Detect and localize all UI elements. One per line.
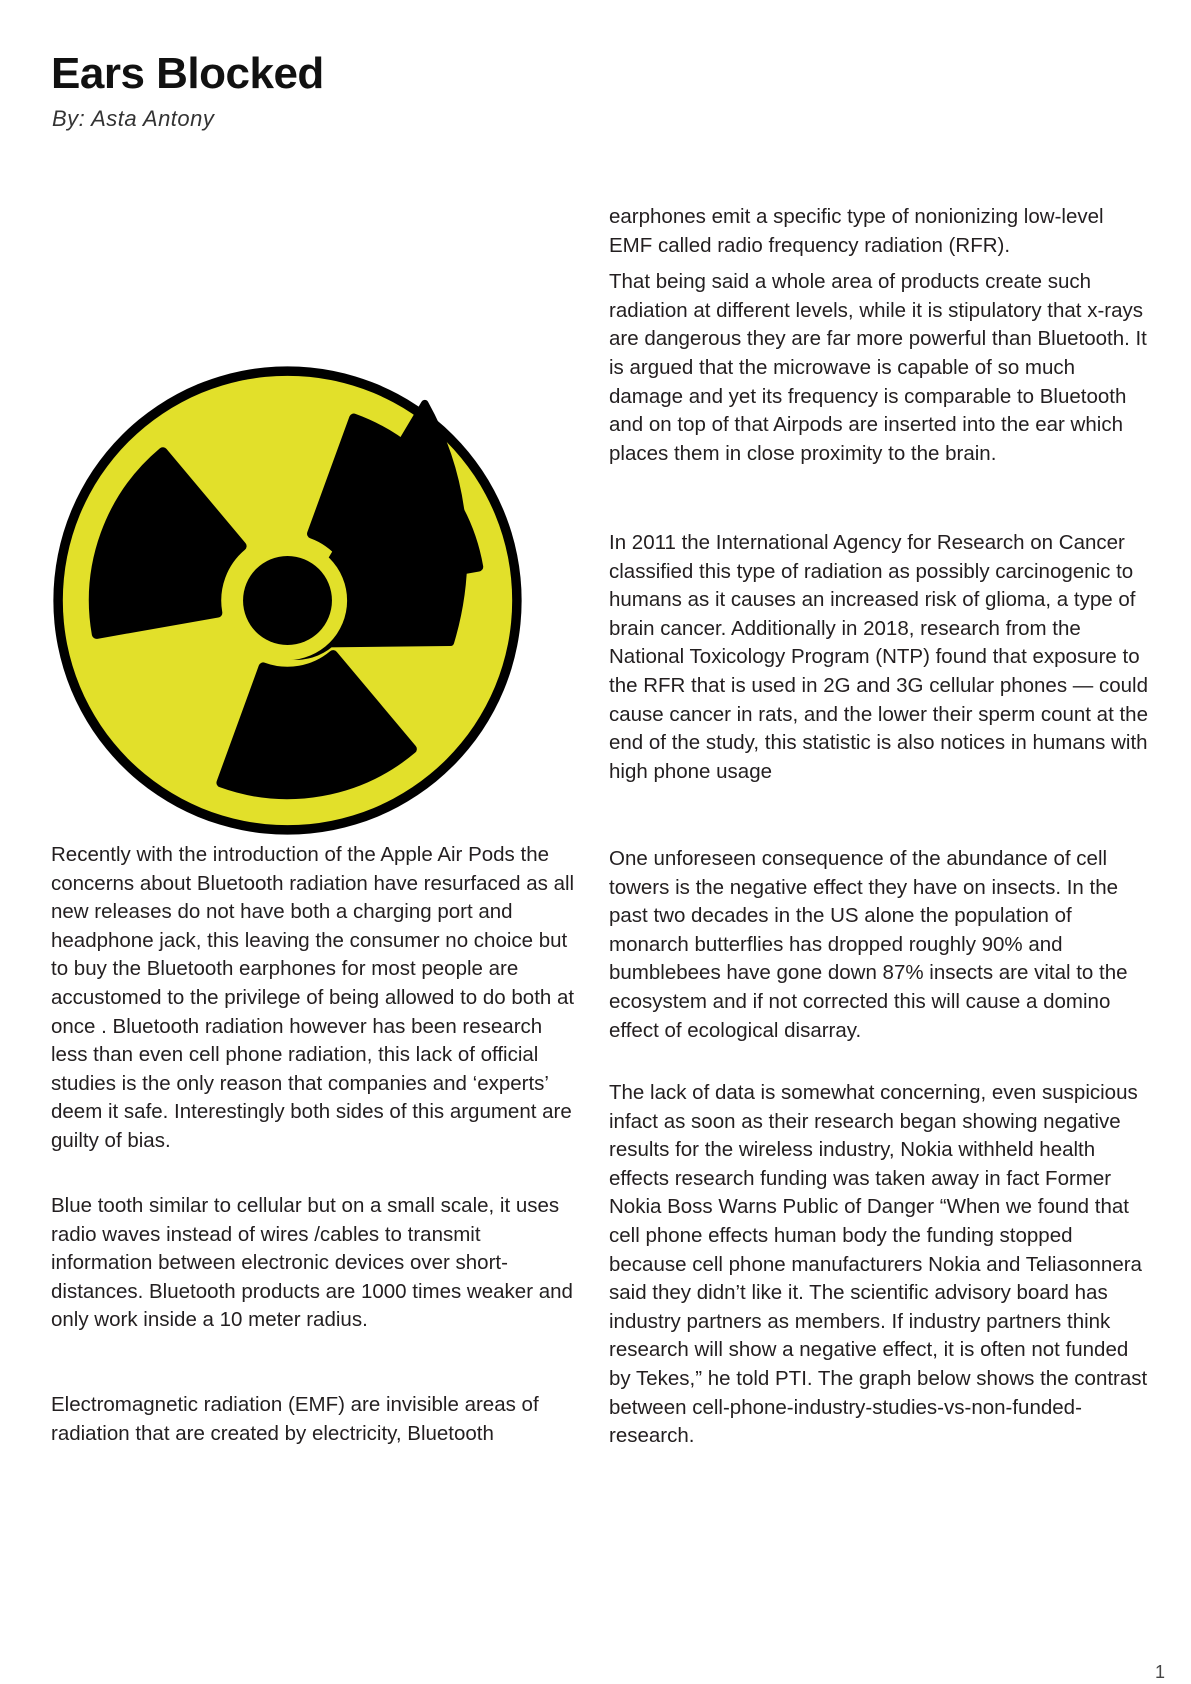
left-column-bluetooth	[51, 1192, 581, 1335]
right-column-top	[609, 203, 1149, 468]
article-byline: By: Asta Antony	[52, 106, 215, 131]
right-column-insects	[609, 845, 1149, 1045]
paragraph-cancer-research: In 2011 the International Agency for Research on Cancer classified this type of radiation as possibly carcinogenic to humans as it causes an increased risk of glioma, a type of brain cancer. Additionally in 2018, research from the National Toxicology Program (NTP) found that exposure to the RFR that is used in 2G and 3G cellular phones — could cause cancer in rats, and the lower their sperm count at the end of the study, this statistic is also notices in humans with high phone usage	[609, 531, 1148, 783]
paragraph-rfr-definition: earphones emit a specific type of nonionizing low-level EMF called radio frequency radiation (RFR).	[609, 205, 1104, 257]
paragraph-emf: Electromagnetic radiation (EMF) are invisible areas of radiation that are created by electricity, Bluetooth	[51, 1393, 539, 1445]
right-column-middle	[609, 529, 1149, 786]
paragraph-airpods: Recently with the introduction of the Apple Air Pods the concerns about Bluetooth radiation have resurfaced as all new releases do not have both a charging port and headphone jack, this leaving the consumer no choice but to buy the Bluetooth earphones for most people are accustomed to the privilege of being allowed to do both at once . Bluetooth radiation however has been research less than even cell phone radiation, this lack of official studies is the only reason that companies and ‘experts’ deem it safe. Interestingly both sides of this argument are guilty of bias.	[51, 843, 575, 1152]
paragraph-insects: One unforeseen consequence of the abundance of cell towers is the negative effect they have on insects. In the past two decades in the US alone the population of monarch butterflies has dropped roughly 90% and bumblebees have gone down 87% insects are vital to the ecosystem and if not corrected this will cause a domino effect of ecological disarray.	[609, 847, 1128, 1042]
article-title: Ears Blocked	[51, 49, 324, 98]
right-column-funding	[609, 1079, 1149, 1451]
paragraph-research-funding: The lack of data is somewhat concerning, even suspicious infact as soon as their research began showing negative results for the wireless industry, Nokia withheld health effects research funding was taken away in fact Former Nokia Boss Warns Public of Danger “When we found that cell phone effects human body the funding stopped because cell phone manufacturers Nokia and Teliasonnera said they didn’t like it. The scientific advisory board has industry partners as members. If industry partners think research will show a negative effect, it is often not funded by Tekes,” he told PTI. The graph below shows the contrast between cell-phone-industry-studies-vs-non-funded-research.	[609, 1081, 1148, 1448]
left-column-emf	[51, 1391, 581, 1448]
page-number: 1	[1155, 1662, 1166, 1682]
paragraph-radiation-comparison: That being said a whole area of products create such radiation at different levels, while it is stipulatory that x-rays are dangerous they are far more powerful than Bluetooth. It is argued that the microwave is capable of so much damage and yet its frequency is comparable to Bluetooth and on top of that Airpods are inserted into the ear which places them in close proximity to the brain.	[609, 270, 1147, 465]
left-column-airpods	[51, 841, 581, 1156]
radiation-hazard-icon	[51, 364, 524, 837]
paragraph-bluetooth: Blue tooth similar to cellular but on a small scale, it uses radio waves instead of wires /cables to transmit information between electronic devices over short-distances. Bluetooth products are 1000 times weaker and only work inside a 10 meter radius.	[51, 1194, 573, 1332]
